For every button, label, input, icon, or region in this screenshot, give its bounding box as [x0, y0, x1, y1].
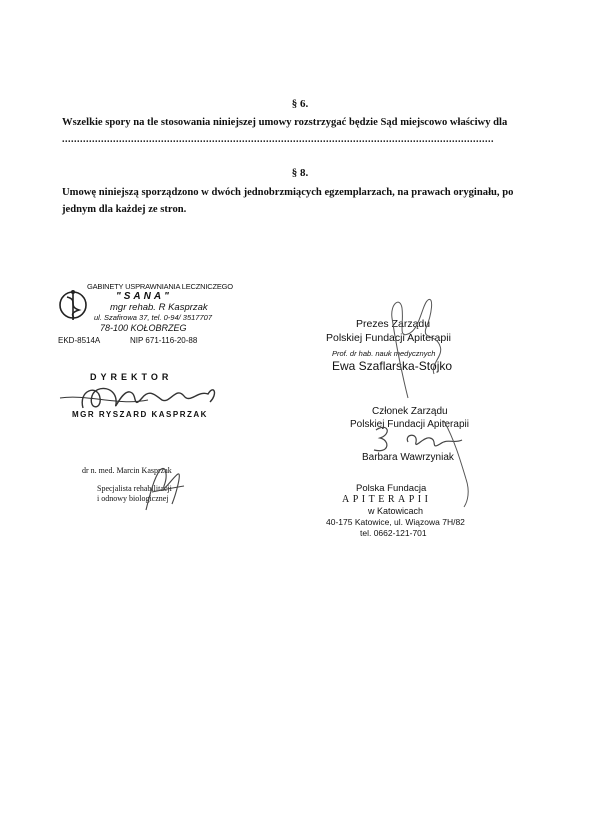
prezes-signature-icon: [378, 294, 458, 404]
section-8-heading: § 8.: [291, 167, 309, 179]
sana-stamp-line-1: GABINETY USPRAWNIANIA LECZNICZEGO: [87, 282, 233, 291]
sana-stamp-ekd: EKD-8514A: [58, 336, 101, 345]
section-6-blank-line: ................................................................................................................................................: [62, 134, 494, 145]
fundacja-signature-stroke-icon: [438, 419, 478, 509]
fundacja-stamp-city: w Katowicach: [368, 506, 424, 516]
sana-stamp-nip: NIP 671-116-20-88: [130, 336, 198, 345]
dyrektor-stamp-title: DYREKTOR: [90, 372, 173, 382]
czlonek-stamp-line-1: Członek Zarządu: [372, 406, 448, 417]
sana-stamp: [58, 282, 233, 352]
czlonek-stamp-name: Barbara Wawrzyniak: [362, 452, 454, 463]
section-8-text-line-1: Umowę niniejszą sporządzono w dwóch jednobrzmiących egzemplarzach, na prawach oryginału, po: [62, 187, 514, 198]
fundacja-stamp-address: 40-175 Katowice, ul. Wiązowa 7H/82: [326, 517, 465, 527]
dyrektor-stamp-name: MGR RYSZARD KASPRZAK: [72, 410, 208, 419]
fundacja-stamp-line-1: Polska Fundacja: [356, 483, 427, 494]
marcin-stamp-line-2: Specjalista rehabilitacji: [97, 484, 172, 493]
prezes-stamp-line-1: Prezes Zarządu: [356, 318, 431, 330]
fundacja-stamp-name: APITERAPII: [342, 494, 432, 505]
prezes-stamp-name: Ewa Szaflarska-Stojko: [332, 359, 453, 373]
marcin-signature-icon: [132, 464, 202, 514]
section-6-text: Wszelkie spory na tle stosowania niniejszej umowy rozstrzygać będzie Sąd miejscowo właściwy dla: [62, 117, 508, 128]
sana-stamp-name: "SANA": [116, 291, 172, 302]
marcin-stamp-line-1: dr n. med. Marcin Kasprzak: [82, 466, 172, 475]
caduceus-logo-icon: [58, 286, 88, 324]
dyrektor-stamp: [58, 370, 228, 425]
section-6-heading: § 6.: [291, 98, 309, 110]
marcin-stamp-line-3: i odnowy biologicznej: [97, 494, 169, 503]
prezes-stamp-line-2: Polskiej Fundacji Apiterapii: [326, 332, 451, 344]
fundacja-stamp-phone: tel. 0662-121-701: [360, 528, 427, 538]
prezes-stamp: [318, 318, 498, 378]
sana-stamp-address: ul. Szafirowa 37, tel. 0-94/ 3517707: [94, 313, 212, 322]
dyrektor-signature-icon: [58, 376, 223, 416]
prezes-stamp-line-3: Prof. dr hab. nauk medycznych: [332, 349, 436, 358]
sana-stamp-owner: mgr rehab. R Kasprzak: [110, 302, 208, 313]
marcin-kasprzak-stamp: [82, 464, 242, 514]
czlonek-stamp-line-2: Polskiej Fundacji Apiterapii: [350, 419, 469, 430]
sana-stamp-city: 78-100 KOŁOBRZEG: [100, 323, 187, 333]
section-8-text-line-2: jednym dla każdej ze stron.: [62, 204, 187, 215]
fundacja-stamp: [326, 483, 491, 543]
